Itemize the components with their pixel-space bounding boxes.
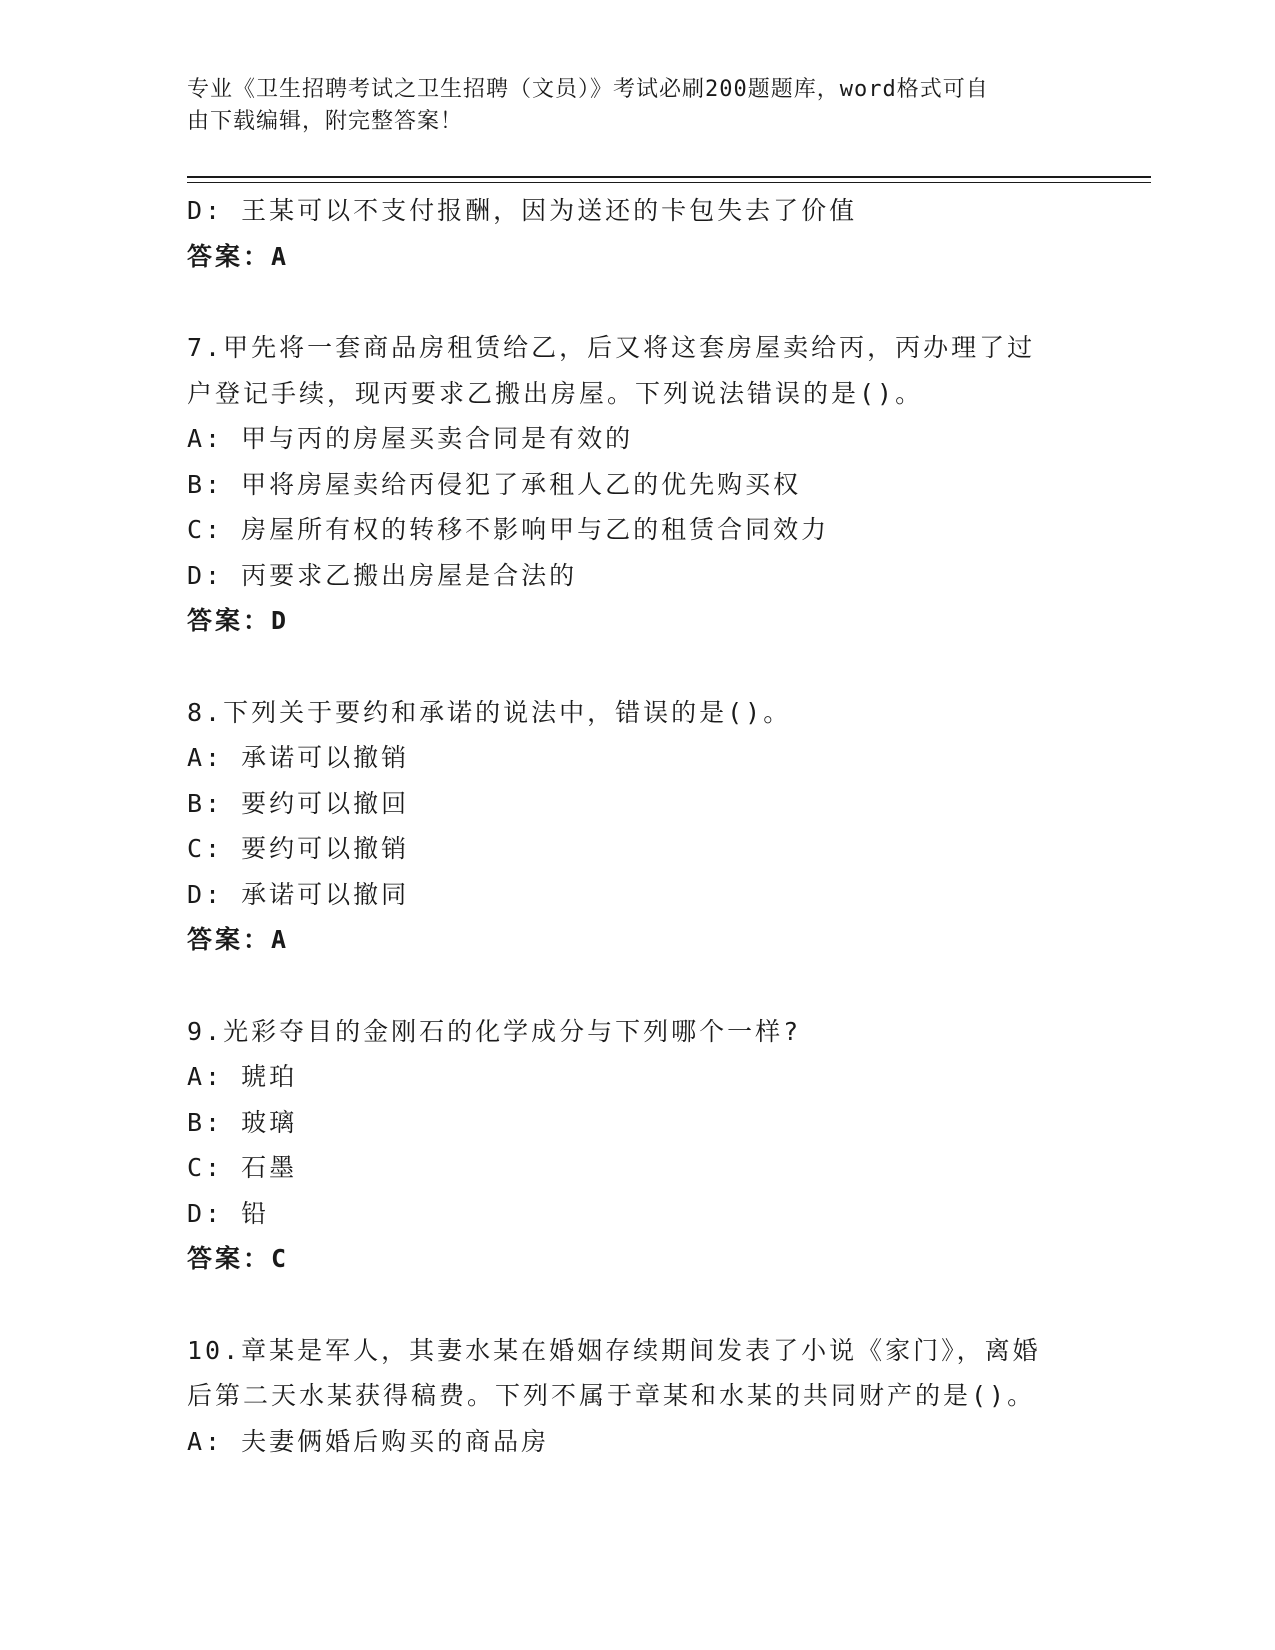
question-8-option-d: D: 承诺可以撤同 xyxy=(187,879,410,909)
question-8-stem-line-1: 8.下列关于要约和承诺的说法中，错误的是()。 xyxy=(187,697,792,727)
question-10-option-a: A: 夫妻俩婚后购买的商品房 xyxy=(187,1426,550,1456)
question-7-stem-line-2: 户登记手续，现丙要求乙搬出房屋。下列说法错误的是()。 xyxy=(187,378,924,408)
question-7-option-b: B: 甲将房屋卖给丙侵犯了承租人乙的优先购买权 xyxy=(187,469,802,499)
question-9-option-a: A: 琥珀 xyxy=(187,1062,298,1091)
document-header xyxy=(187,74,1067,138)
question-8-answer: 答案：A xyxy=(187,925,290,954)
question-7-option-d: D: 丙要求乙搬出房屋是合法的 xyxy=(187,560,578,590)
question-7-stem-line-1: 7.甲先将一套商品房租赁给乙，后又将这套房屋卖给丙，丙办理了过 xyxy=(187,333,1036,362)
question-6-option-d: D: 王某可以不支付报酬，因为送还的卡包失去了价值 xyxy=(187,196,858,225)
question-7 xyxy=(187,325,1087,644)
header-line-2: 由下载编辑，附完整答案！ xyxy=(187,109,464,134)
question-9-answer: 答案：C xyxy=(187,1244,290,1273)
question-9-option-d: D: 铅 xyxy=(187,1198,270,1228)
question-9-option-c: C: 石墨 xyxy=(187,1153,298,1182)
question-8-option-a: A: 承诺可以撤销 xyxy=(187,743,410,772)
question-9-option-b: B: 玻璃 xyxy=(187,1107,298,1137)
header-line-1: 专业《卫生招聘考试之卫生招聘（文员）》考试必刷200题题库，word格式可自 xyxy=(187,77,989,102)
question-6-tail xyxy=(187,188,1087,279)
header-rule-thick xyxy=(187,176,1151,178)
question-6-answer: 答案：A xyxy=(187,241,290,271)
question-10-stem-line-2: 后第二天水某获得稿费。下列不属于章某和水某的共同财产的是()。 xyxy=(187,1381,1036,1410)
question-9 xyxy=(187,1009,1087,1282)
question-list xyxy=(187,188,1087,1464)
question-8 xyxy=(187,690,1087,963)
question-8-option-b: B: 要约可以撤回 xyxy=(187,788,410,818)
header-rule-thin xyxy=(187,182,1151,183)
question-10-stem-line-1: 10.章某是军人，其妻水某在婚姻存续期间发表了小说《家门》，离婚 xyxy=(187,1335,1041,1365)
question-7-option-a: A: 甲与丙的房屋买卖合同是有效的 xyxy=(187,424,634,453)
question-8-option-c: C: 要约可以撤销 xyxy=(187,834,410,863)
question-10 xyxy=(187,1328,1087,1465)
question-7-option-c: C: 房屋所有权的转移不影响甲与乙的租赁合同效力 xyxy=(187,515,830,544)
question-9-stem-line-1: 9.光彩夺目的金刚石的化学成分与下列哪个一样? xyxy=(187,1016,802,1046)
question-7-answer: 答案：D xyxy=(187,606,290,635)
